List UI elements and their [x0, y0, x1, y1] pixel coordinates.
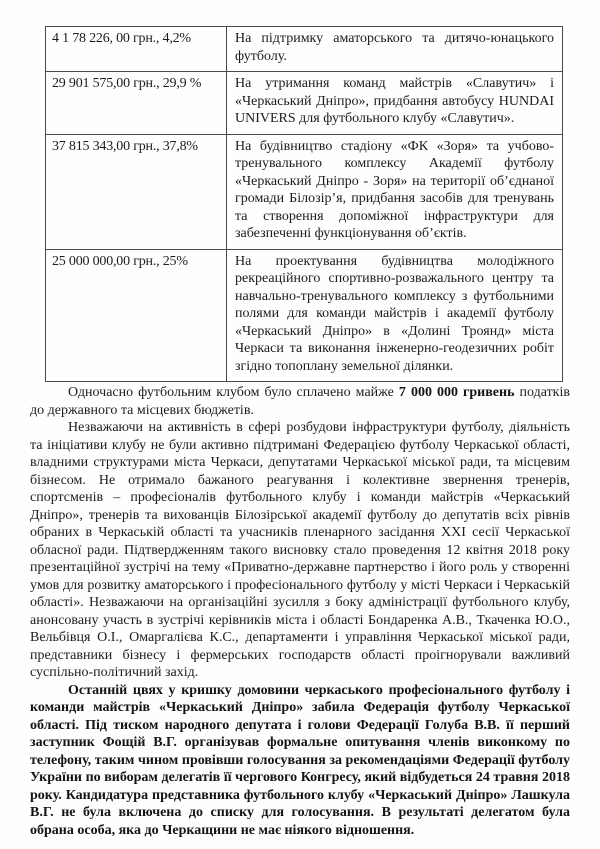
purpose-cell: На підтримку аматорського та дитячо-юнацького футболу.	[227, 27, 563, 72]
paragraph-federation: Останній цвях у кришку домовини черкаського професіонального футболу і команди майстрів «Черкаський Дніпро» забила Федерація футболу Черкаської області. Під тиском народного депутата і голови Федерації Голуба В.В. її перший заступник Фощій В.Г. організував формальне опитування членів виконкому по телефону, таким чином провівши голосування за рекомендаціями Федерації футболу України по виборам делегатів її чергового Конгресу, який відбудеться 24 травня 2018 року. Кандидатура представника футбольного клубу «Черкаський Дніпро» Лашкула В.Г. не була включена до списку для голосування. В результаті делегатом була обрана особа, яка до Черкащини не має ніякого відношення.	[30, 682, 570, 838]
funding-table	[45, 26, 563, 382]
paragraph-support: Незважаючи на активність в сфері розбудови інфраструктури футболу, діяльність та ініціативи клубу не були активно підтримані Федерацією футболу Черкаської області, владними структурами міста Черкаси, депутатами Черкаської міської ради, та місцевим бізнесом. Не отримало бажаного реагування і колективне звернення тренерів, спортсменів – професіоналів футбольного клубу і команди майстрів «Черкаський Дніпро», тренерів та вихованців Білозірської академії футболу до депутатів всіх рівнів обраних в Черкаській області та учасників пленарного засідання XXI сесії Черкаської обласної ради. Підтвердженням такого висновку стало проведення 12 квітня 2018 року презентаційної зустрічі на тему «Приватно-державне партнерство і його роль у створенні умов для розвитку аматорського і професіонального футболу у місті Черкаси і Черкаській області». Незважаючи на організаційні зусилля з боку адміністрації футбольного клубу, анонсовану участь в зустрічі керівників міста і області Бондаренка А.В., Ткаченка Ю.О., Вельбівця О.І., Омаргалієва К.С., департаменти і управління Черкаської міської ради, представники бізнесу і фермерських господарств області проігнорували важливий суспільно-політичний захід.	[30, 420, 570, 680]
purpose-cell: На будівництво стадіону «ФК «Зоря» та учбово-тренувального комплексу Академії футболу «Черкаський Дніпро - Зоря» на території об’єднаної громади Білозір’я, придбання засобів для тренувань та створення допоміжної інфраструктури для забезпеченні функціонування об’єктів.	[227, 134, 563, 249]
tax-amount-bold: 7 000 000 гривень	[398, 385, 515, 400]
paragraph-taxes	[30, 384, 570, 419]
amount-cell: 29 901 575,00 грн., 29,9 %	[46, 72, 227, 135]
paragraph-taxes-tail: податків до державного та місцевих бюджетів.	[30, 385, 570, 418]
table-row	[46, 134, 563, 249]
table-row	[46, 27, 563, 72]
amount-cell: 4 1 78 226, 00 грн., 4,2%	[46, 27, 227, 72]
amount-cell: 37 815 343,00 грн., 37,8%	[46, 134, 227, 249]
table-row	[46, 249, 563, 382]
purpose-cell: На проектування будівництва молодіжного рекреаційного спортивно-розважального центру та навчально-тренувального комплексу з футбольними полями для команди майстрів і академії футболу «Черкаський Дніпро» в «Долині Троянд» міста Черкаси та виконання інженерно-геодезичних робіт згідно топоплану земельної ділянки.	[227, 249, 563, 382]
amount-cell: 25 000 000,00 грн., 25%	[46, 249, 227, 382]
table-row	[46, 72, 563, 135]
purpose-cell: На утримання команд майстрів «Славутич» і «Черкаський Дніпро», придбання автобусу HUNDAI UNIVERS для футбольного клубу «Славутич».	[227, 72, 563, 135]
paragraph-taxes-lead: Одночасно футбольним клубом було сплачено майже	[68, 385, 399, 400]
